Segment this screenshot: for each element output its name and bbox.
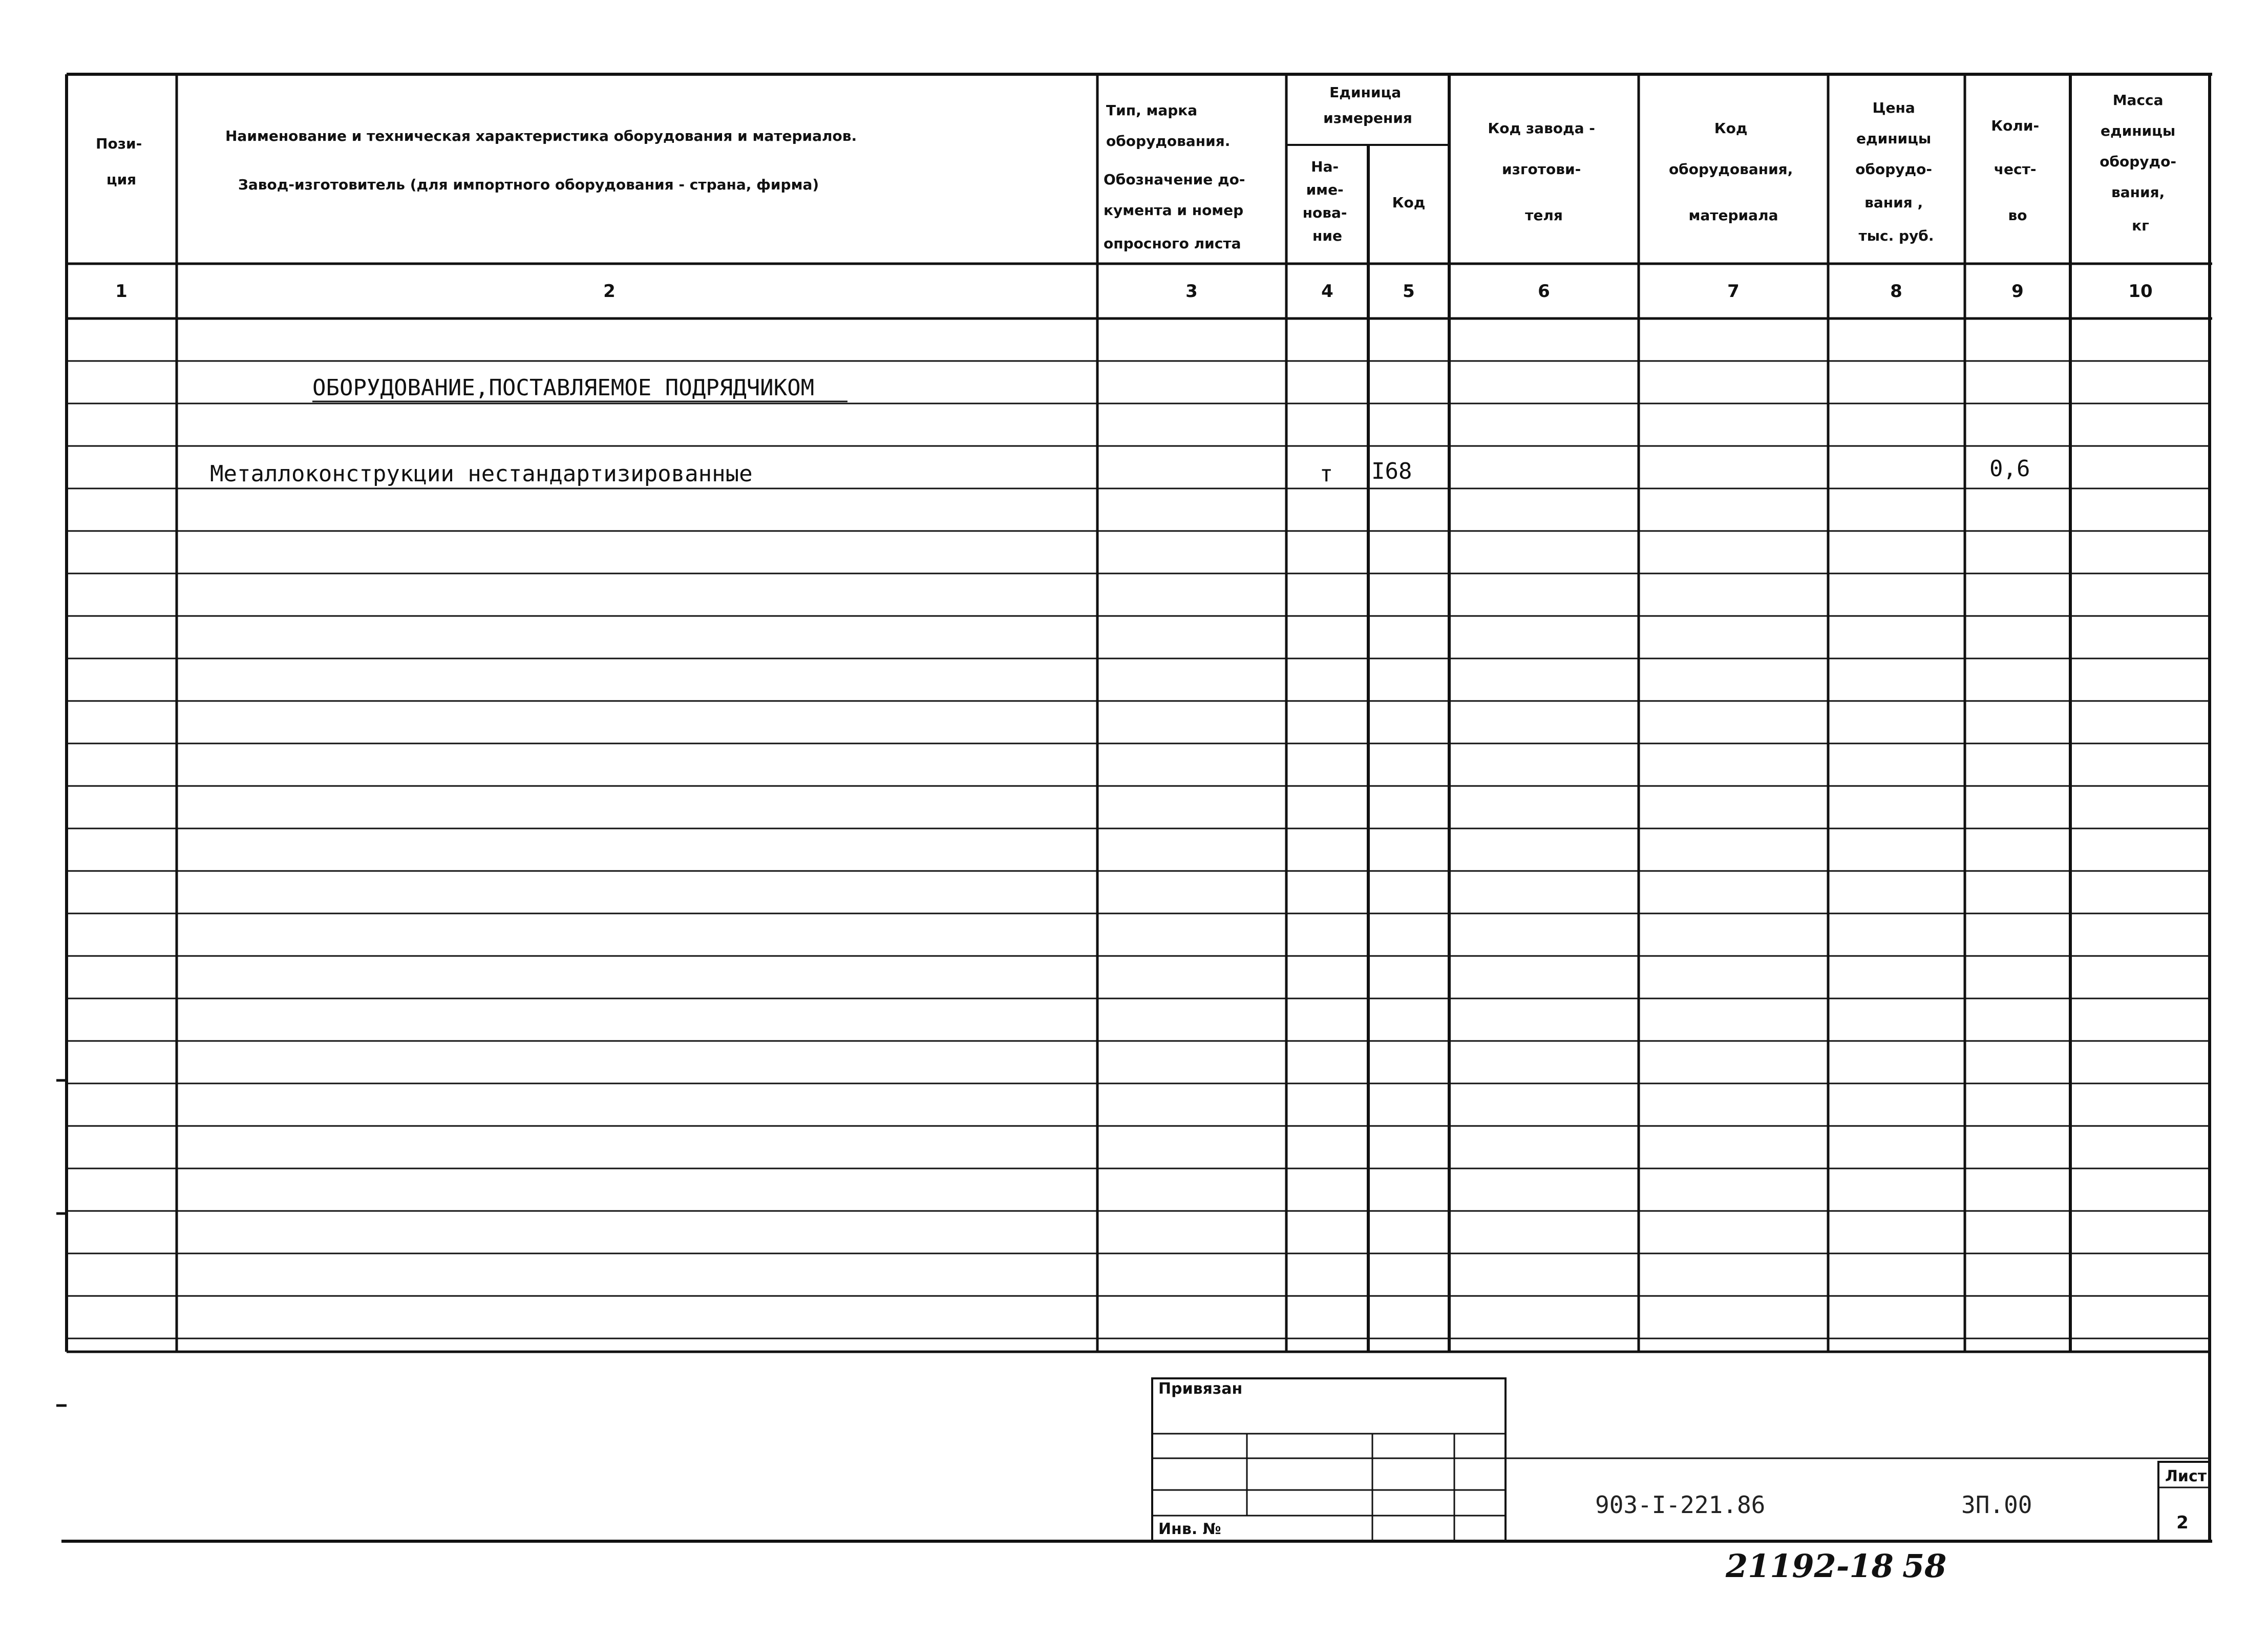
footer-stamp-right: 58 [1902,1547,1947,1585]
col-number: 4 [1321,281,1333,302]
section-title: ОБОРУДОВАНИЕ,ПОСТАВЛЯЕМОЕ ПОДРЯДЧИКОМ [312,375,815,401]
header-unit-group: Единица измерения [1323,84,1412,126]
sheet-label: Лист [2165,1467,2207,1485]
header-col5: Код [1392,194,1426,211]
table-header [96,84,2181,252]
col-number: 2 [603,281,616,302]
item-quantity: 0,6 [1989,456,2030,482]
column-numbers [115,281,2153,302]
header-col6: Код завода - изготови- теля [1488,120,1595,224]
col-number: 10 [2128,281,2153,302]
col-number: 5 [1403,281,1415,302]
footer-stamp [1725,1547,1946,1585]
col-number: 8 [1890,281,1902,302]
item-code: I68 [1371,458,1412,484]
header-col2: Наименование и техническая характеристика оборудования и материалов. Завод-изготовитель (для импортного оборудования - страна, фирма) [225,127,857,193]
col-number: 1 [115,281,128,302]
privyazan-label: Привязан [1158,1380,1243,1398]
header-col10: Масса единицы оборудо- вания, кг [2100,92,2177,234]
col-number: 3 [1185,281,1198,302]
table-body [210,375,2030,487]
item-name: Металлоконструкции нестандартизированные [210,461,753,487]
header-col7: Код оборудования, материала [1668,120,1793,224]
item-unit: т [1319,461,1333,487]
header-col4: На- име- нова- ние [1302,158,1347,244]
col-number: 9 [2011,281,2024,302]
header-col8: Цена единицы оборудо- вания , тыс. руб. [1855,99,1934,244]
header-col1: Пози- ция [96,135,142,188]
stamp-block [1152,1378,2210,1541]
header-col9: Коли- чест- во [1991,117,2040,224]
table-frame [61,74,2212,1541]
col-number: 7 [1727,281,1740,302]
header-col3: Тип, марка оборудования. Обозначение до- кумента и номер опросного листа [1104,102,1245,252]
col-number: 6 [1538,281,1550,302]
document-code: 903-I-221.86 [1595,1491,1766,1519]
sheet-number: 2 [2176,1513,2189,1533]
inv-no-label: Инв. № [1158,1520,1221,1538]
footer-stamp-left: 21192-18 [1726,1547,1894,1585]
row-lines [67,361,2210,1338]
document-mark: ЗП.00 [1961,1491,2032,1519]
